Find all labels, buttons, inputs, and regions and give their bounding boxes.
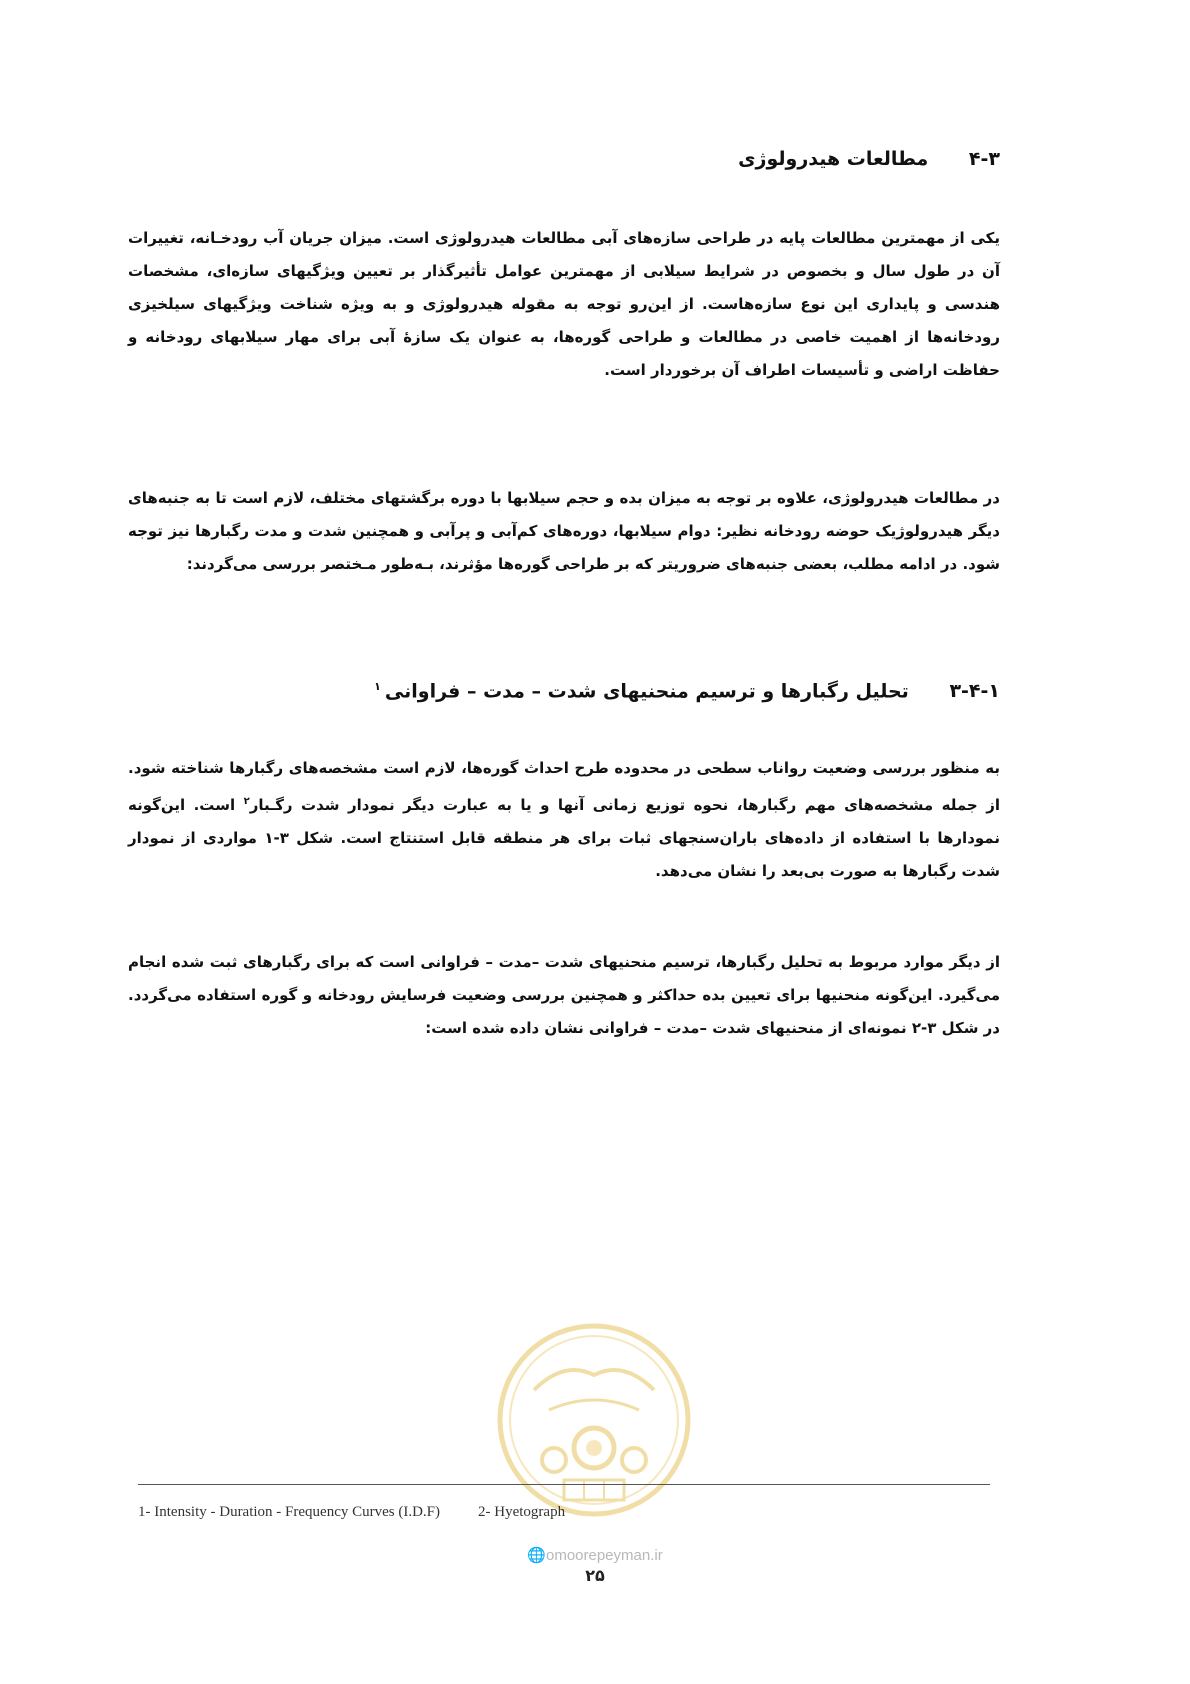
section-number: ۴-۳ bbox=[968, 148, 1000, 170]
footnote-1: 1- Intensity - Duration - Frequency Curves (I.D.F) bbox=[138, 1504, 441, 1520]
footnotes bbox=[138, 1504, 990, 1521]
watermark-seal-icon bbox=[494, 1320, 694, 1520]
page-number: ۲۵ bbox=[585, 1566, 605, 1585]
paragraph-3 bbox=[128, 752, 1000, 888]
paragraph-1: یکی از مهمترین مطالعات پایه در طراحی سازه‌های آبی مطالعات هیدرولوژی است. میزان جریان آب رودخـانه، تغییرات آن در طول سال و بخصوص در شرایط سیلابی از مهمترین عوامل تأثیرگذار بر تعیین ویژگیهای سازه‌ای، مشخصات هندسی و پایداری این نوع سازه‌هاست. از این‌رو توجه به مقوله هیدرولوژی و به ویژه شناخت ویژگیهای سیلخیزی رودخانه‌ها از اهمیت خاصی در مطالعات و طراحی گوره‌ها، به عنوان یک سازهٔ آبی برای مهار سیلابهای رودخانه و حفاظت اراضی و تأسیسات اطراف آن برخوردار است. bbox=[128, 229, 1000, 379]
globe-icon: 🌐 bbox=[527, 1547, 546, 1564]
paragraph-3-text-b: است. این‌گونه نمودارها با استفاده از داده‌های باران‌سنجهای ثبات برای هر منطقه قابل استنتاج است. شکل ۳-۱ مواردی از نمودار شدت رگبارها به صورت بی‌بعد را نشان می‌دهد. bbox=[128, 796, 1000, 880]
footnote-ref-1: ۱ bbox=[374, 680, 381, 693]
paragraph-3-text-a: به منظور بررسی وضعیت رواناب سطحی در محدوده طرح احداث گوره‌ها، لازم است مشخصه‌های رگبارها شناخته شود. از جمله مشخصه‌های مهم رگبارها، نحوه توزیع زمانی آنها و یا به عبارت دیگر نمودار شدت رگـبار bbox=[128, 759, 1001, 814]
section-title: مطالعات هیدرولوژی bbox=[738, 148, 929, 170]
subsection-heading bbox=[180, 680, 1000, 702]
watermark-url bbox=[0, 1546, 1190, 1564]
paragraph-4: از دیگر موارد مربوط به تحلیل رگبارها، ترسیم منحنیهای شدت –مدت – فراوانی است که برای رگبارهای ثبت شده انجام می‌گیرد. این‌گونه منحنیها برای تعیین بده حداکثر و همچنین بررسی وضعیت فرسایش رودخانه و گوره استفاده می‌گردد. در شکل ۳-۲ نمونه‌ای از منحنیهای شدت –مدت – فراوانی نشان داده شده است: bbox=[128, 953, 1000, 1037]
subsection-number: ۳-۴-۱ bbox=[949, 680, 1000, 703]
watermark-url-text: omoorepeyman.ir bbox=[545, 1547, 663, 1564]
footnote-ref-2: ۲ bbox=[243, 796, 250, 807]
footnote-divider bbox=[138, 1484, 990, 1485]
paragraph-2: در مطالعات هیدرولوژی، علاوه بر توجه به میزان بده و حجم سیلابها با دوره برگشتهای مختلف، لازم است تا به جنبه‌های دیگر هیدرولوژیک حوضه رودخانه نظیر: دوام سیلابها، دوره‌های کم‌آبی و پرآبی و همچنین شدت و مدت رگبارها نیز توجه شود. در ادامه مطلب، بعضی جنبه‌های ضروریتر که بر طراحی گوره‌ها مؤثرند، بـه‌طور مـختصر بررسی می‌گردند: bbox=[128, 489, 1000, 573]
subsection-title: تحلیل رگبارها و ترسیم منحنیهای شدت – مدت – فراوانی bbox=[384, 680, 909, 703]
section-heading bbox=[180, 148, 1000, 170]
footnote-2: 2- Hyetograph bbox=[478, 1504, 566, 1520]
